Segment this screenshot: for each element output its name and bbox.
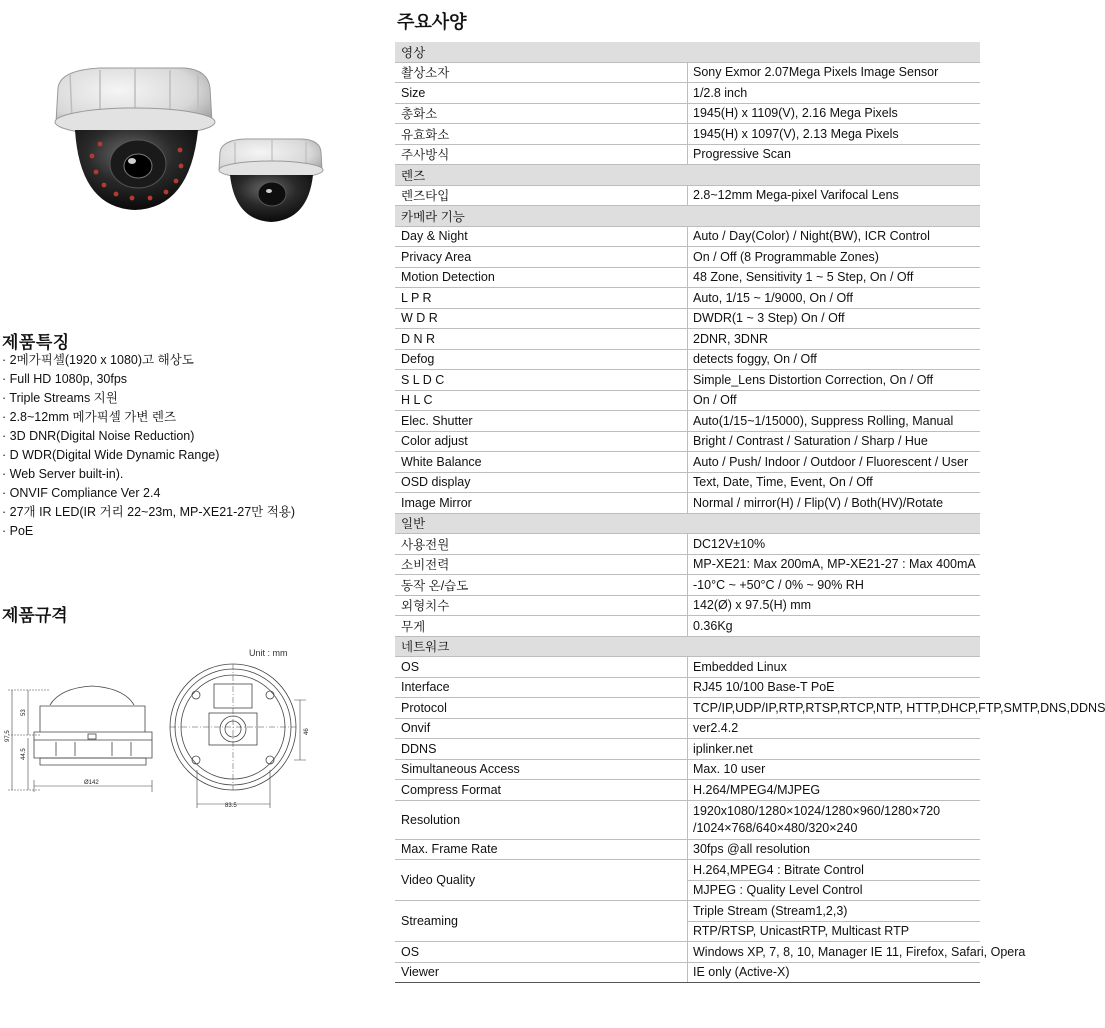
spec-key: 외형치수: [395, 595, 688, 616]
spec-key: Compress Format: [395, 780, 688, 801]
spec-key: Motion Detection: [395, 267, 688, 288]
spec-value: Max. 10 user: [688, 759, 981, 780]
spec-section-row: [395, 165, 980, 186]
spec-key: Size: [395, 83, 688, 104]
dim-label-diameter: Ø142: [84, 780, 99, 786]
spec-value: H.264,MPEG4 : Bitrate Control: [688, 860, 981, 881]
feature-item: · 3D DNR(Digital Noise Reduction): [2, 429, 195, 443]
spec-row: [395, 718, 980, 739]
spec-key: H L C: [395, 390, 688, 411]
spec-key: Privacy Area: [395, 247, 688, 268]
spec-value: 2DNR, 3DNR: [688, 329, 981, 350]
spec-key: 소비전력: [395, 554, 688, 575]
spec-row: [395, 103, 980, 124]
spec-row: [395, 657, 980, 678]
spec-key: OS: [395, 942, 688, 963]
spec-row: [395, 595, 980, 616]
spec-value: IE only (Active-X): [688, 962, 981, 983]
camera-product-photo: [40, 60, 340, 240]
spec-row: [395, 226, 980, 247]
spec-key: DDNS: [395, 739, 688, 760]
spec-value: H.264/MPEG4/MJPEG: [688, 780, 981, 801]
feature-item: · ONVIF Compliance Ver 2.4: [2, 486, 161, 500]
spec-key: 총화소: [395, 103, 688, 124]
spec-section-label: 영상: [395, 42, 980, 62]
spec-value: [688, 800, 981, 839]
spec-section-label: 네트워크: [395, 636, 980, 657]
spec-row: [395, 124, 980, 145]
spec-row: [395, 677, 980, 698]
spec-row: [395, 62, 980, 83]
spec-value: DWDR(1 ~ 3 Step) On / Off: [688, 308, 981, 329]
spec-value: 1945(H) x 1109(V), 2.16 Mega Pixels: [688, 103, 981, 124]
spec-row: [395, 800, 980, 839]
spec-key: Simultaneous Access: [395, 759, 688, 780]
spec-section-row: [395, 42, 980, 62]
spec-value: 1945(H) x 1097(V), 2.13 Mega Pixels: [688, 124, 981, 145]
spec-row: [395, 308, 980, 329]
feature-item: · Full HD 1080p, 30fps: [2, 372, 128, 386]
feature-item: · 27개 IR LED(IR 거리 22~23m, MP-XE21-27만 적용): [2, 505, 296, 519]
dim-label-height-total: 97.5: [5, 730, 11, 742]
spec-row: [395, 431, 980, 452]
spec-key: Viewer: [395, 962, 688, 983]
spec-row: [395, 839, 980, 860]
spec-row: [395, 942, 980, 963]
features-list: [2, 351, 295, 541]
spec-value: 30fps @all resolution: [688, 839, 981, 860]
spec-key: OS: [395, 657, 688, 678]
spec-value: Text, Date, Time, Event, On / Off: [688, 472, 981, 493]
spec-key: Day & Night: [395, 226, 688, 247]
spec-row: [395, 411, 980, 432]
spec-value: DC12V±10%: [688, 534, 981, 555]
spec-row: [395, 739, 980, 760]
spec-value: Progressive Scan: [688, 144, 981, 165]
spec-section-row: [395, 206, 980, 227]
spec-key: 주사방식: [395, 144, 688, 165]
spec-row: [395, 452, 980, 473]
spec-value: 2.8~12mm Mega-pixel Varifocal Lens: [688, 185, 981, 206]
spec-row: [395, 83, 980, 104]
spec-key: Image Mirror: [395, 493, 688, 514]
spec-key: Interface: [395, 677, 688, 698]
spec-value: Triple Stream (Stream1,2,3): [688, 901, 981, 922]
spec-key: 사용전원: [395, 534, 688, 555]
spec-value: Embedded Linux: [688, 657, 981, 678]
spec-value: detects foggy, On / Off: [688, 349, 981, 370]
spec-key: 동작 온/습도: [395, 575, 688, 596]
spec-row: [395, 698, 980, 719]
spec-key: Defog: [395, 349, 688, 370]
spec-section-label: 카메라 기능: [395, 206, 980, 227]
feature-item: · Triple Streams 지원: [2, 391, 118, 405]
spec-key: W D R: [395, 308, 688, 329]
spec-value: Sony Exmor 2.07Mega Pixels Image Sensor: [688, 62, 981, 83]
dimensions-title: 제품규격: [2, 606, 68, 625]
spec-key: Resolution: [395, 800, 688, 839]
spec-value: MJPEG : Quality Level Control: [688, 880, 981, 901]
spec-value: RJ45 10/100 Base-T PoE: [688, 677, 981, 698]
spec-row: [395, 901, 980, 922]
spec-row: [395, 370, 980, 391]
spec-value: Windows XP, 7, 8, 10, Manager IE 11, Firefox, Safari, Opera: [688, 942, 981, 963]
spec-key: Max. Frame Rate: [395, 839, 688, 860]
spec-key: Video Quality: [395, 860, 688, 901]
features-title: 제품특징: [2, 333, 70, 352]
spec-row: [395, 329, 980, 350]
spec-value-line: 1920x1080/1280×1024/1280×960/1280×720: [693, 803, 941, 818]
spec-row: [395, 472, 980, 493]
spec-key: OSD display: [395, 472, 688, 493]
dim-label-height-dome: 53: [21, 709, 27, 716]
spec-value: iplinker.net: [688, 739, 981, 760]
spec-key: 촬상소자: [395, 62, 688, 83]
feature-item: · 2.8~12mm 메가픽셀 가변 렌즈: [2, 410, 177, 424]
spec-value: On / Off (8 Programmable Zones): [688, 247, 981, 268]
spec-section-row: [395, 636, 980, 657]
feature-item: · 2메가픽셀(1920 x 1080)고 해상도: [2, 353, 194, 367]
spec-value: On / Off: [688, 390, 981, 411]
page-title: 주요사양: [397, 12, 467, 32]
spec-value: Auto / Push/ Indoor / Outdoor / Fluorescent / User: [688, 452, 981, 473]
spec-value: TCP/IP,UDP/IP,RTP,RTSP,RTCP,NTP, HTTP,DHCP,FTP,SMTP,DNS,DDNS: [688, 698, 981, 719]
spec-key: Elec. Shutter: [395, 411, 688, 432]
spec-key: S L D C: [395, 370, 688, 391]
spec-value: -10°C ~ +50°C / 0% ~ 90% RH: [688, 575, 981, 596]
spec-row: [395, 247, 980, 268]
spec-row: [395, 390, 980, 411]
unit-label: Unit : mm: [249, 648, 288, 658]
spec-row: [395, 860, 980, 881]
spec-key: Onvif: [395, 718, 688, 739]
spec-value: Auto(1/15~1/15000), Suppress Rolling, Manual: [688, 411, 981, 432]
spec-key: Streaming: [395, 901, 688, 942]
left-column: [0, 0, 380, 1028]
spec-row: [395, 288, 980, 309]
dim-label-side-right: 46: [304, 728, 310, 735]
spec-row: [395, 144, 980, 165]
spec-key: 유효화소: [395, 124, 688, 145]
spec-value: MP-XE21: Max 200mA, MP-XE21-27 : Max 400mA: [688, 554, 981, 575]
spec-row: [395, 185, 980, 206]
feature-item: · D WDR(Digital Wide Dynamic Range): [2, 448, 220, 462]
spec-value: 0.36Kg: [688, 616, 981, 637]
spec-row: [395, 575, 980, 596]
spec-key: L P R: [395, 288, 688, 309]
spec-row: [395, 554, 980, 575]
spec-section-label: 렌즈: [395, 165, 980, 186]
spec-row: [395, 493, 980, 514]
spec-row: [395, 534, 980, 555]
spec-key: White Balance: [395, 452, 688, 473]
spec-value: ver2.4.2: [688, 718, 981, 739]
spec-value: Simple_Lens Distortion Correction, On / Off: [688, 370, 981, 391]
spec-value-line: /1024×768/640×480/320×240: [693, 820, 858, 835]
spec-key: Protocol: [395, 698, 688, 719]
spec-value: Normal / mirror(H) / Flip(V) / Both(HV)/Rotate: [688, 493, 981, 514]
dimension-drawing: [0, 640, 320, 820]
spec-key: D N R: [395, 329, 688, 350]
dim-label-height-base: 44.5: [21, 748, 27, 760]
feature-item: · PoE: [2, 524, 34, 538]
spec-value: 1/2.8 inch: [688, 83, 981, 104]
spec-value: Auto, 1/15 ~ 1/9000, On / Off: [688, 288, 981, 309]
spec-section-row: [395, 513, 980, 534]
spec-key: 렌즈타입: [395, 185, 688, 206]
spec-value: Bright / Contrast / Saturation / Sharp / Hue: [688, 431, 981, 452]
spec-value: 48 Zone, Sensitivity 1 ~ 5 Step, On / Off: [688, 267, 981, 288]
dim-label-width-bottom: 83.5: [225, 803, 237, 809]
spec-key: Color adjust: [395, 431, 688, 452]
spec-row: [395, 759, 980, 780]
spec-row: [395, 349, 980, 370]
spec-table: [395, 42, 1105, 983]
spec-value: Auto / Day(Color) / Night(BW), ICR Control: [688, 226, 981, 247]
spec-row: [395, 616, 980, 637]
spec-value: 142(Ø) x 97.5(H) mm: [688, 595, 981, 616]
spec-row: [395, 780, 980, 801]
spec-row: [395, 962, 980, 983]
spec-key: 무게: [395, 616, 688, 637]
spec-section-label: 일반: [395, 513, 980, 534]
feature-item: · Web Server built-in).: [2, 467, 124, 481]
spec-value: RTP/RTSP, UnicastRTP, Multicast RTP: [688, 921, 981, 942]
spec-row: [395, 267, 980, 288]
